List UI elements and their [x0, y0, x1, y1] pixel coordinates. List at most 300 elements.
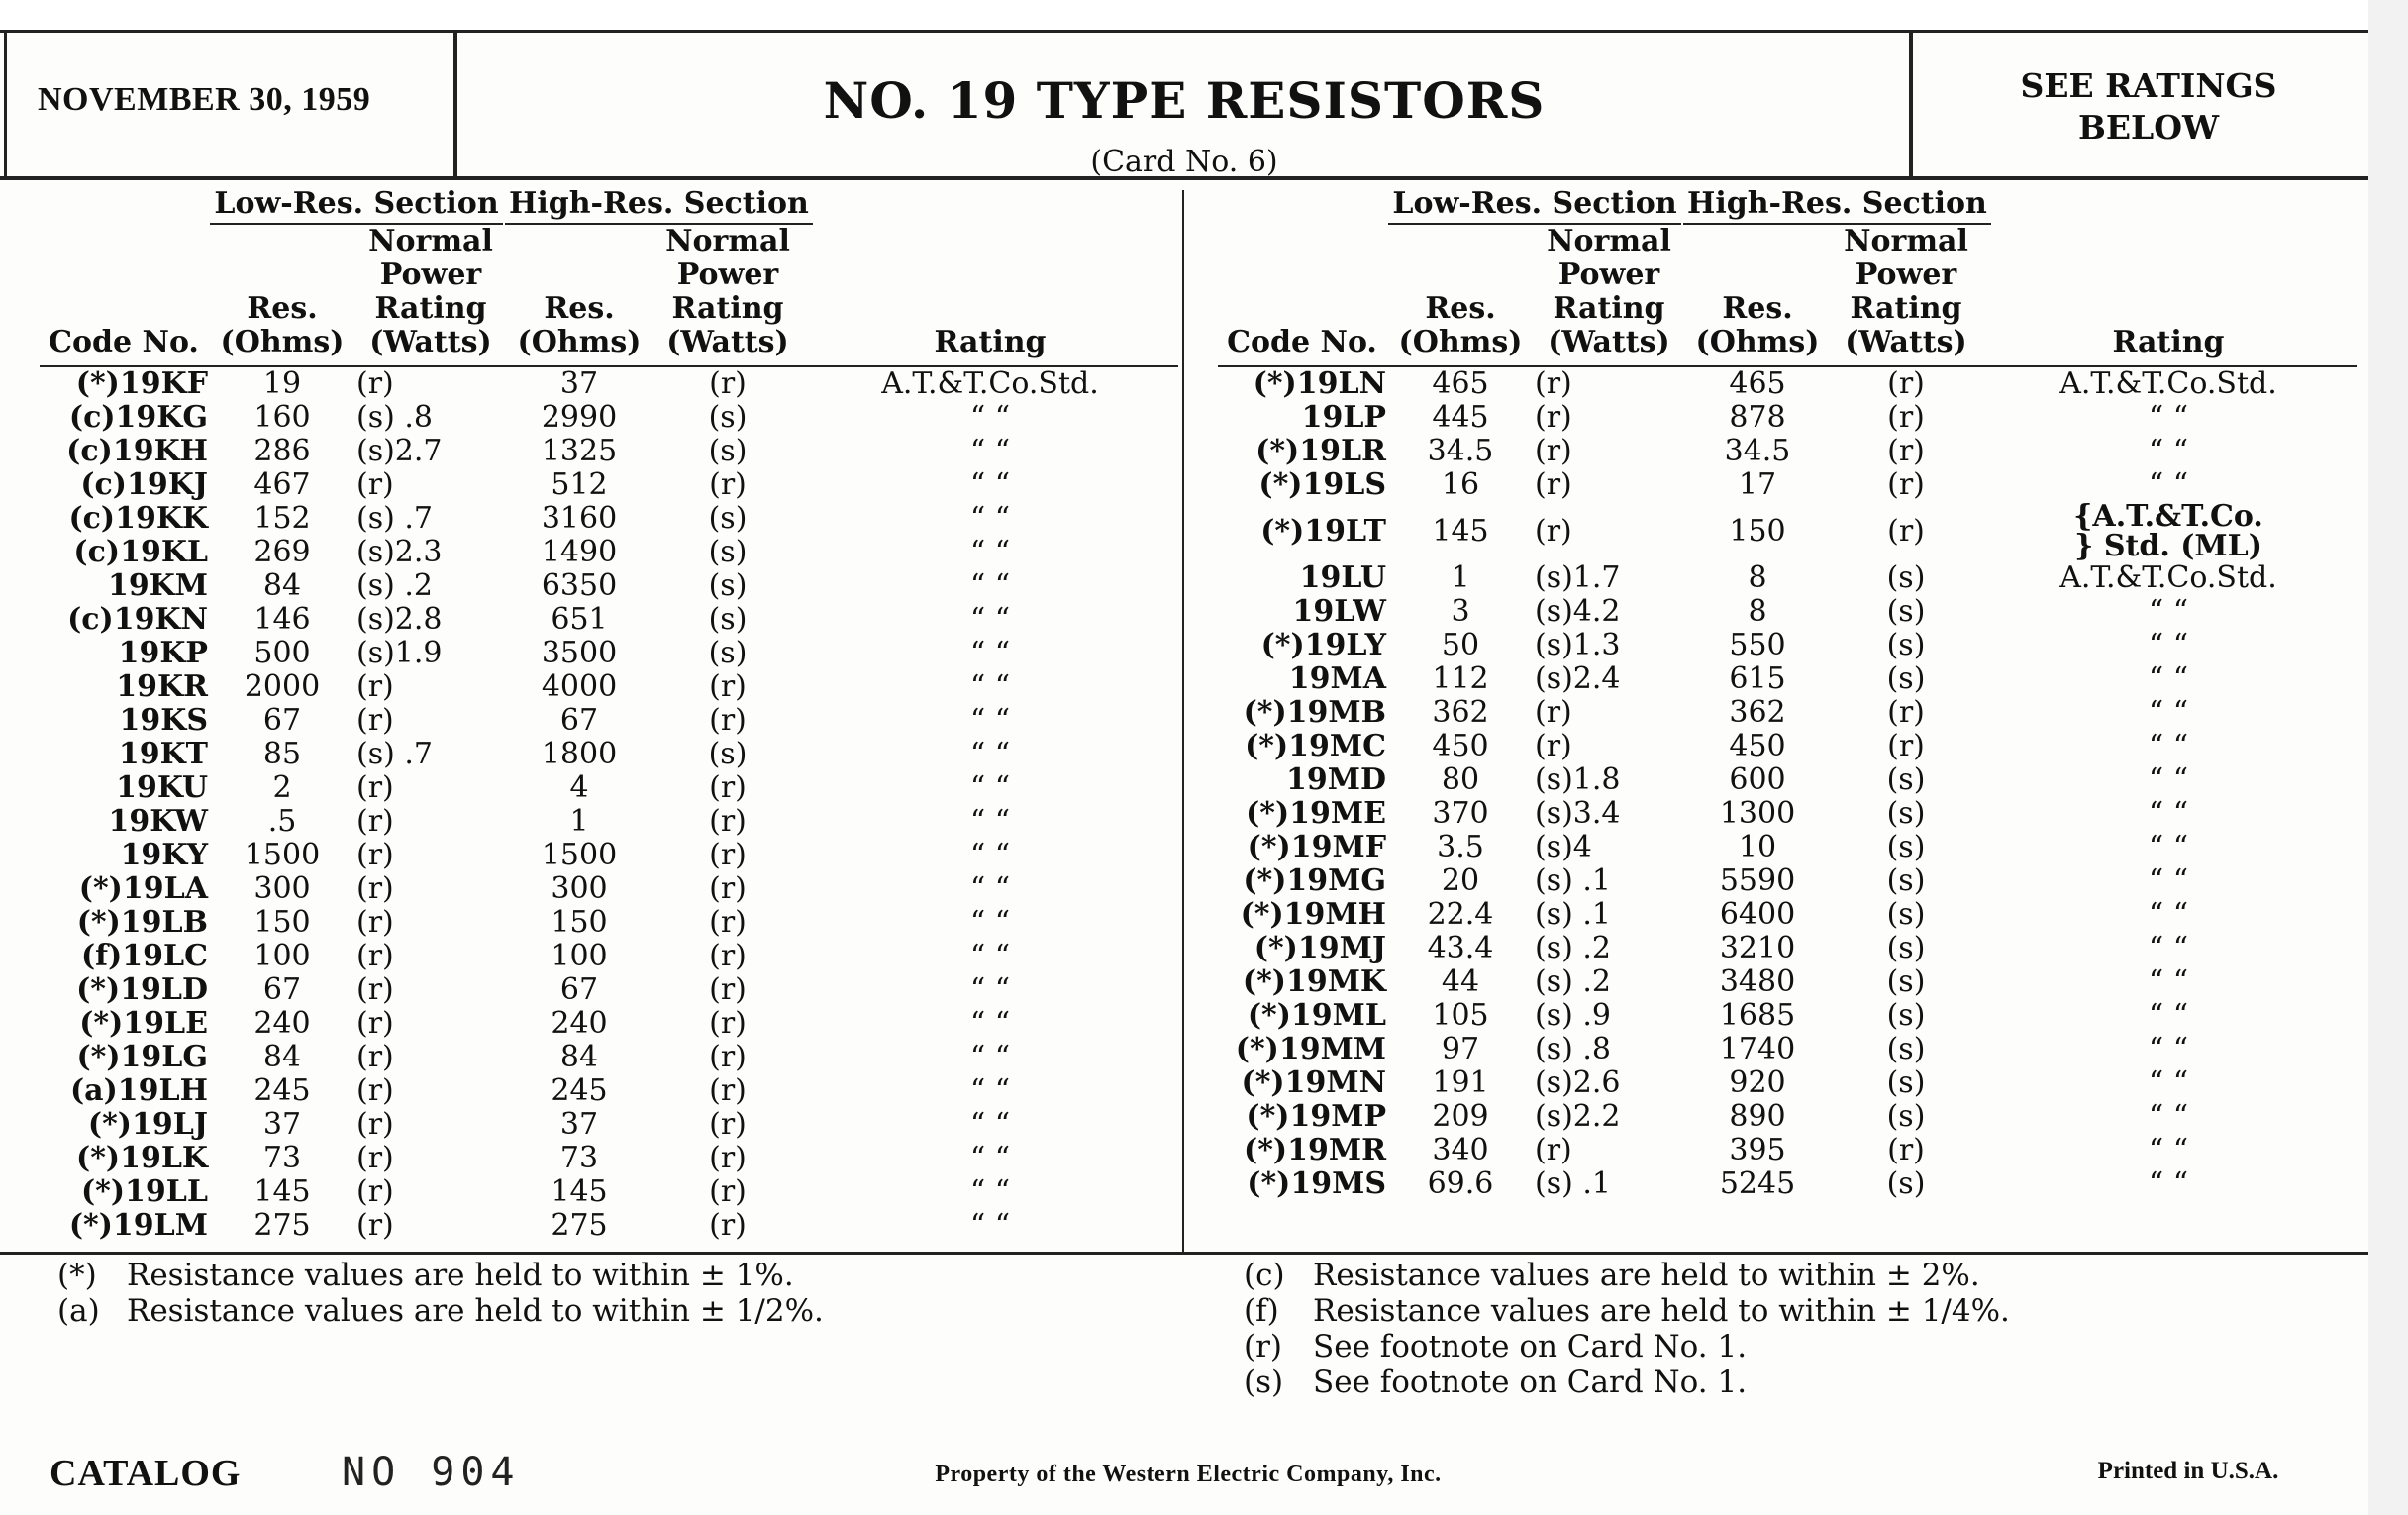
high-power-cell: (r) — [709, 939, 747, 973]
low-power-cell: (r) — [1535, 366, 1572, 401]
code-cell: (c)19KN — [67, 602, 208, 637]
high-res-section-header: High-Res. Section — [505, 183, 802, 225]
high-res-cell: 4000 — [541, 669, 618, 704]
high-power-cell: (s) — [708, 737, 748, 771]
low-power-cell: (s) .2 — [356, 568, 433, 603]
low-power-cell: (s) .1 — [1535, 863, 1611, 898]
high-power-cell: (s) — [1886, 1099, 1926, 1134]
table-row — [40, 1142, 1178, 1175]
code-cell: (*)19MM — [1235, 1032, 1386, 1066]
rating-cell: “ “ — [969, 905, 1011, 940]
rating-cell: “ “ — [969, 770, 1011, 805]
code-cell: 19KW — [108, 804, 208, 839]
high-power-cell: (s) — [1886, 560, 1926, 595]
high-power-cell: (s) — [708, 568, 748, 603]
rating-cell: “ “ — [2148, 998, 2189, 1033]
low-power-cell: (r) — [1535, 695, 1572, 730]
code-cell: (c)19KL — [73, 535, 208, 569]
code-cell: (c)19KK — [68, 501, 208, 536]
low-power-cell: (r) — [356, 770, 394, 805]
table-row — [1218, 502, 2357, 561]
table-row — [1218, 1033, 2357, 1066]
low-power-cell: (r) — [356, 1174, 394, 1209]
footnote — [57, 1258, 1147, 1293]
low-res-cell: 84 — [262, 568, 302, 603]
table-row — [40, 1074, 1178, 1108]
low-res-cell: .5 — [267, 804, 297, 839]
high-power-cell: (r) — [1887, 467, 1925, 502]
low-power-cell: (s)1.7 — [1535, 560, 1621, 595]
high-power-cell: (r) — [1887, 434, 1925, 468]
low-res-cell: 145 — [1432, 514, 1489, 549]
high-power-cell: (r) — [709, 871, 747, 906]
high-power-cell: (r) — [709, 804, 747, 839]
table-row — [1218, 468, 2357, 502]
high-res-cell: 3160 — [541, 501, 618, 536]
low-power-cell: (s) .9 — [1535, 998, 1611, 1033]
table-row — [40, 637, 1178, 670]
code-cell: 19KP — [118, 636, 208, 670]
footnote-text: Resistance values are held to within ± 1/4%. — [1313, 1293, 2010, 1329]
low-power-cell: (r) — [356, 804, 394, 839]
see-ratings-line-2: BELOW — [2077, 108, 2220, 147]
high-power-cell: (r) — [709, 1040, 747, 1074]
rating-cell: “ “ — [969, 1141, 1011, 1175]
code-cell: (*)19LL — [80, 1174, 208, 1209]
table-row — [40, 536, 1178, 569]
low-res-cell: 2000 — [244, 669, 321, 704]
high-res-cell: 1300 — [1719, 796, 1796, 831]
table-row — [40, 839, 1178, 872]
table-row — [1218, 1167, 2357, 1201]
high-res-cell: 890 — [1729, 1099, 1786, 1134]
high-res-cell: 550 — [1729, 628, 1786, 662]
code-cell: (f)19LC — [80, 939, 208, 973]
low-power-cell: (s)2.8 — [356, 602, 443, 637]
high-res-cell: 73 — [559, 1141, 599, 1175]
high-res-cell: 84 — [559, 1040, 599, 1074]
low-power-cell: (r) — [1535, 400, 1572, 435]
center-column-divider — [1182, 190, 1184, 1252]
high-power-cell: (s) — [1886, 661, 1926, 696]
table-row — [40, 569, 1178, 603]
code-cell: (*)19MB — [1243, 695, 1386, 730]
low-res-cell: 269 — [253, 535, 311, 569]
high-power-cell: (s) — [708, 400, 748, 435]
rating-cell: “ “ — [969, 636, 1011, 670]
rating-cell: “ “ — [969, 434, 1011, 468]
high-res-cell: 34.5 — [1724, 434, 1791, 468]
table-row — [1218, 898, 2357, 932]
high-res-cell: 300 — [551, 871, 608, 906]
rating-cell: A.T.&T.Co.Std. — [881, 366, 1099, 401]
rating-cell: “ “ — [969, 737, 1011, 771]
low-power-cell: (r) — [356, 669, 394, 704]
code-cell: (*)19LM — [68, 1208, 208, 1243]
high-res-cell: 8 — [1748, 594, 1767, 629]
rating-cell: “ “ — [2148, 661, 2189, 696]
high-power-cell: (s) — [1886, 1032, 1926, 1066]
high-res-cell: 600 — [1729, 762, 1786, 797]
low-res-cell: 3.5 — [1437, 830, 1484, 864]
table-row — [40, 906, 1178, 940]
code-cell: 19LU — [1299, 560, 1386, 595]
code-cell: 19LW — [1292, 594, 1386, 629]
code-cell: 19KY — [120, 838, 208, 872]
footnote — [57, 1293, 1147, 1329]
low-power-cell: (r) — [1535, 729, 1572, 763]
high-power-cell: (r) — [1887, 514, 1925, 549]
code-cell: 19MA — [1288, 661, 1386, 696]
high-power-cell: (r) — [709, 905, 747, 940]
high-res-cell: 6400 — [1719, 897, 1796, 932]
high-power-cell: (r) — [709, 1141, 747, 1175]
high-power-cell: (s) — [1886, 931, 1926, 965]
footnote-key: (a) — [57, 1293, 100, 1329]
high-res-cell: 920 — [1729, 1065, 1786, 1100]
low-power-cell: (s)1.3 — [1535, 628, 1621, 662]
code-cell: (*)19MK — [1242, 964, 1386, 999]
low-power-cell: (r) — [356, 871, 394, 906]
code-cell: (*)19LE — [79, 1006, 208, 1041]
high-res-cell: 512 — [551, 467, 608, 502]
high-power-cell: (r) — [709, 1073, 747, 1108]
rating-cell: “ “ — [2148, 594, 2189, 629]
high-res-cell: 150 — [1729, 514, 1786, 549]
table-row — [1218, 401, 2357, 435]
table-row — [1218, 831, 2357, 864]
footnotes-left — [57, 1258, 1147, 1329]
high-power-cell: (r) — [1887, 1133, 1925, 1167]
low-res-cell: 112 — [1432, 661, 1489, 696]
high-res-cell: 651 — [551, 602, 608, 637]
high-power-cell: (s) — [1886, 628, 1926, 662]
high-res-cell: 5590 — [1719, 863, 1796, 898]
rating-cell: “ “ — [2148, 628, 2189, 662]
table-row — [40, 940, 1178, 973]
low-res-cell: 85 — [262, 737, 302, 771]
rating-cell: “ “ — [969, 568, 1011, 603]
rating-cell: “ “ — [969, 703, 1011, 738]
high-power-cell: (r) — [709, 838, 747, 872]
rating-cell: “ “ — [969, 838, 1011, 872]
low-res-cell: 105 — [1432, 998, 1489, 1033]
high-power-cell: (r) — [709, 1107, 747, 1142]
code-cell: 19KM — [107, 568, 208, 603]
rating-cell: “ “ — [2148, 762, 2189, 797]
footnote-text: See footnote on Card No. 1. — [1313, 1364, 1748, 1400]
low-power-cell: (r) — [356, 1107, 394, 1142]
catalog-number: NO 904 — [342, 1450, 521, 1495]
low-power-cell: (s) .7 — [356, 737, 433, 771]
code-cell: (c)19KJ — [80, 467, 208, 502]
code-cell: 19KT — [118, 737, 208, 771]
code-cell: (*)19LK — [76, 1141, 208, 1175]
see-ratings-note — [1916, 65, 2381, 149]
low-power-cell: (s)2.4 — [1535, 661, 1621, 696]
low-res-cell: 340 — [1432, 1133, 1489, 1167]
code-cell: (*)19LY — [1260, 628, 1386, 662]
low-res-cell: 275 — [253, 1208, 311, 1243]
low-res-cell: 19 — [262, 366, 302, 401]
table-row — [40, 973, 1178, 1007]
code-cell: (*)19LN — [1253, 366, 1386, 401]
high-power-cell: (r) — [709, 972, 747, 1007]
rating-cell: “ “ — [969, 602, 1011, 637]
high-res-cell: 2990 — [541, 400, 618, 435]
rating-cell: “ “ — [969, 1073, 1011, 1108]
table-row — [1218, 629, 2357, 662]
rating-cell — [1980, 499, 2357, 563]
low-res-cell: 160 — [253, 400, 311, 435]
footnote — [1244, 1329, 2333, 1364]
footnote-key: (f) — [1244, 1293, 1279, 1329]
rating-cell: “ “ — [2148, 1133, 2189, 1167]
footnote-text: Resistance values are held to within ± 2%. — [1313, 1258, 1980, 1293]
rating-line-2: } Std. (ML) — [2074, 529, 2262, 563]
code-cell: (*)19LD — [76, 972, 208, 1007]
code-cell: (*)19LT — [1260, 514, 1386, 549]
rating-cell: “ “ — [2148, 830, 2189, 864]
rating-cell: “ “ — [969, 1040, 1011, 1074]
code-cell: (*)19LB — [76, 905, 208, 940]
high-res-cell: 100 — [551, 939, 608, 973]
footnote-text: Resistance values are held to within ± 1/2%. — [127, 1293, 824, 1329]
low-res-cell: 145 — [253, 1174, 311, 1209]
low-power-cell: (r) — [356, 1040, 394, 1074]
table-row — [40, 738, 1178, 771]
low-res-cell: 67 — [262, 972, 302, 1007]
low-res-cell: 34.5 — [1427, 434, 1494, 468]
high-res-cell: 240 — [551, 1006, 608, 1041]
code-cell: 19MD — [1286, 762, 1386, 797]
table-row — [40, 1175, 1178, 1209]
low-power-cell: (r) — [356, 703, 394, 738]
high-res-cell: 1740 — [1719, 1032, 1796, 1066]
high-res-cell: 245 — [551, 1073, 608, 1108]
table-row — [1218, 1134, 2357, 1167]
low-res-cell: 191 — [1432, 1065, 1489, 1100]
rating-line-1: {A.T.&T.Co. — [2073, 499, 2263, 534]
low-power-cell: (s)2.2 — [1535, 1099, 1621, 1134]
scan-border-right — [2368, 0, 2408, 1515]
high-power-cell: (s) — [1886, 1166, 1926, 1201]
table-row — [1218, 662, 2357, 696]
high-res-ohms-header: Res. (Ohms) — [1683, 225, 1832, 366]
left-resistor-table — [40, 183, 1178, 1243]
high-res-cell: 3500 — [541, 636, 618, 670]
rating-cell: “ “ — [969, 669, 1011, 704]
card-left-edge — [4, 30, 7, 176]
low-power-cell: (r) — [356, 1141, 394, 1175]
high-power-cell: (s) — [708, 501, 748, 536]
code-cell: (*)19LS — [1258, 467, 1386, 502]
high-power-cell: (r) — [1887, 366, 1925, 401]
low-power-cell: (s) .1 — [1535, 1166, 1611, 1201]
high-power-cell: (s) — [1886, 796, 1926, 831]
low-res-cell: 22.4 — [1427, 897, 1494, 932]
footnotes-right — [1244, 1258, 2333, 1400]
rating-cell: “ “ — [2148, 729, 2189, 763]
low-res-cell: 84 — [262, 1040, 302, 1074]
low-res-cell: 150 — [253, 905, 311, 940]
rating-cell: “ “ — [969, 939, 1011, 973]
low-power-cell: (r) — [1535, 1133, 1572, 1167]
table-bottom-rule — [0, 1252, 2368, 1255]
table-row — [40, 771, 1178, 805]
rating-cell: “ “ — [2148, 1099, 2189, 1134]
low-res-cell: 362 — [1432, 695, 1489, 730]
high-power-cell: (r) — [709, 1174, 747, 1209]
low-power-cell: (s) .1 — [1535, 897, 1611, 932]
table-row — [1218, 1066, 2357, 1100]
table-row — [1218, 999, 2357, 1033]
low-power-cell: (s) .2 — [1535, 964, 1611, 999]
table-row — [40, 1209, 1178, 1243]
rating-cell: “ “ — [2148, 931, 2189, 965]
high-res-ohms-header: Res. (Ohms) — [505, 225, 653, 366]
high-res-cell: 1325 — [541, 434, 618, 468]
rating-cell: “ “ — [969, 1208, 1011, 1243]
code-cell: 19KU — [116, 770, 208, 805]
low-res-cell: 467 — [253, 467, 311, 502]
high-res-cell: 1500 — [541, 838, 618, 872]
rating-cell: “ “ — [2148, 695, 2189, 730]
low-res-cell: 370 — [1432, 796, 1489, 831]
code-cell: (*)19LR — [1255, 434, 1386, 468]
high-res-cell: 8 — [1748, 560, 1767, 595]
table-row — [40, 670, 1178, 704]
high-res-cell: 362 — [1729, 695, 1786, 730]
table-row — [1218, 366, 2357, 401]
table-row — [40, 502, 1178, 536]
low-res-cell: 80 — [1441, 762, 1480, 797]
high-res-cell: 150 — [551, 905, 608, 940]
code-cell: (*)19MG — [1243, 863, 1386, 898]
low-res-cell: 67 — [262, 703, 302, 738]
rating-cell: “ “ — [2148, 964, 2189, 999]
card-title: NO. 19 TYPE RESISTORS — [823, 71, 1546, 130]
high-power-cell: (r) — [709, 1208, 747, 1243]
low-power-cell: (s)2.7 — [356, 434, 443, 468]
high-res-cell: 465 — [1729, 366, 1786, 401]
rating-cell: “ “ — [969, 400, 1011, 435]
low-res-cell: 97 — [1441, 1032, 1480, 1066]
low-power-cell: (s)1.9 — [356, 636, 443, 670]
table-row — [40, 704, 1178, 738]
scan-border-top — [0, 0, 2408, 30]
high-power-cell: (r) — [1887, 695, 1925, 730]
rating-cell: “ “ — [2148, 434, 2189, 468]
high-power-rating-header: Normal Power Rating (Watts) — [653, 225, 802, 366]
low-res-cell: 3 — [1451, 594, 1470, 629]
low-power-cell: (r) — [1535, 434, 1572, 468]
table-row — [40, 468, 1178, 502]
rating-cell: “ “ — [2148, 796, 2189, 831]
low-power-cell: (s)3.4 — [1535, 796, 1621, 831]
rating-header: Rating — [802, 225, 1178, 366]
catalog-label: CATALOG — [50, 1453, 242, 1494]
high-res-cell: 395 — [1729, 1133, 1786, 1167]
low-res-cell: 69.6 — [1427, 1166, 1494, 1201]
low-power-cell: (s)1.8 — [1535, 762, 1621, 797]
low-power-cell: (r) — [356, 939, 394, 973]
low-power-cell: (r) — [356, 366, 394, 401]
footnote — [1244, 1293, 2333, 1329]
low-res-cell: 245 — [253, 1073, 311, 1108]
low-res-cell: 465 — [1432, 366, 1489, 401]
rating-cell: A.T.&T.Co.Std. — [2059, 560, 2277, 595]
rating-cell: “ “ — [969, 1006, 1011, 1041]
high-power-cell: (r) — [1887, 400, 1925, 435]
high-res-cell: 67 — [559, 703, 599, 738]
property-notice: Property of the Western Electric Company, Inc. — [935, 1462, 1442, 1487]
footnote — [1244, 1364, 2333, 1400]
high-power-cell: (r) — [709, 703, 747, 738]
code-cell: (*)19MF — [1247, 830, 1386, 864]
low-power-cell: (r) — [356, 467, 394, 502]
high-res-cell: 1800 — [541, 737, 618, 771]
low-res-cell: 16 — [1441, 467, 1480, 502]
table-row — [1218, 932, 2357, 965]
code-cell: 19KR — [116, 669, 208, 704]
low-res-cell: 1500 — [244, 838, 321, 872]
rating-cell: “ “ — [2148, 1032, 2189, 1066]
low-res-ohms-header: Res. (Ohms) — [1386, 225, 1535, 366]
low-res-cell: 43.4 — [1427, 931, 1494, 965]
printed-in-notice: Printed in U.S.A. — [2097, 1458, 2279, 1484]
high-power-cell: (s) — [1886, 594, 1926, 629]
low-res-cell: 2 — [272, 770, 292, 805]
high-res-cell: 37 — [559, 1107, 599, 1142]
low-res-cell: 500 — [253, 636, 311, 670]
table-row — [1218, 696, 2357, 730]
table-row — [1218, 1100, 2357, 1134]
low-power-cell: (s)2.6 — [1535, 1065, 1621, 1100]
code-cell: (c)19KG — [68, 400, 208, 435]
table-row — [40, 435, 1178, 468]
rating-cell: “ “ — [2148, 863, 2189, 898]
rating-cell: “ “ — [969, 501, 1011, 536]
low-power-cell: (r) — [356, 1073, 394, 1108]
low-power-cell: (s) .8 — [1535, 1032, 1611, 1066]
table-row — [40, 366, 1178, 401]
right-resistor-table — [1218, 183, 2357, 1201]
high-res-cell: 17 — [1738, 467, 1777, 502]
low-res-cell: 152 — [253, 501, 311, 536]
table-row — [40, 1007, 1178, 1041]
code-cell: 19KS — [119, 703, 208, 738]
high-power-cell: (s) — [1886, 762, 1926, 797]
table-row — [1218, 435, 2357, 468]
low-power-cell: (s)2.3 — [356, 535, 443, 569]
high-res-cell: 37 — [559, 366, 599, 401]
low-power-cell: (r) — [1535, 467, 1572, 502]
low-power-cell: (s) .8 — [356, 400, 433, 435]
footnote-text: See footnote on Card No. 1. — [1313, 1329, 1748, 1364]
high-power-cell: (r) — [709, 366, 747, 401]
table-row — [40, 1108, 1178, 1142]
high-power-cell: (r) — [709, 669, 747, 704]
rating-cell: “ “ — [969, 535, 1011, 569]
high-res-section-header: High-Res. Section — [1683, 183, 1980, 225]
high-power-cell: (r) — [709, 467, 747, 502]
low-res-cell: 209 — [1432, 1099, 1489, 1134]
code-cell: (a)19LH — [69, 1073, 208, 1108]
low-res-cell: 146 — [253, 602, 311, 637]
code-cell: (*)19ME — [1246, 796, 1386, 831]
table-row — [40, 603, 1178, 637]
